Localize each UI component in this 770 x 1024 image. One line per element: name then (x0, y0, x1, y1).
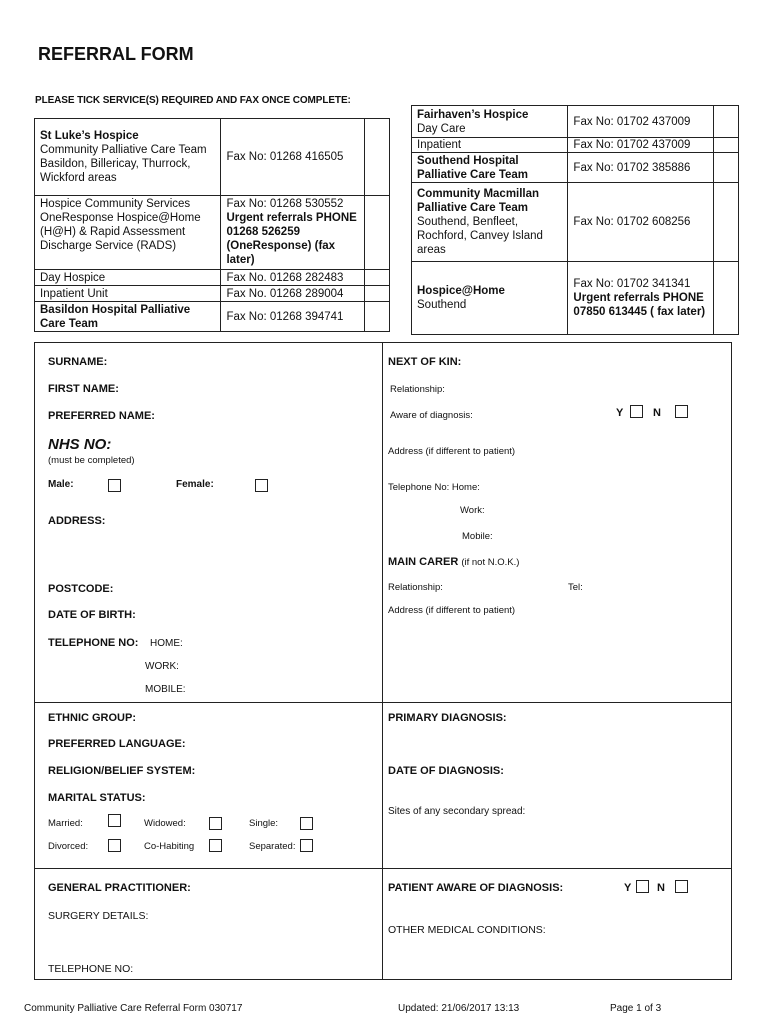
fairhaven-inpatient-tick[interactable] (713, 138, 738, 153)
day-hospice-name: Day Hospice (35, 270, 221, 286)
postcode-label[interactable]: POSTCODE: (48, 583, 114, 595)
macmillan-name: Community Macmillan Palliative Care Team (417, 188, 540, 214)
telephone-label: TELEPHONE NO: (48, 637, 139, 649)
patient-aware-label: PATIENT AWARE OF DIAGNOSIS: (388, 882, 564, 894)
basildon-fax: Fax No: 01268 394741 (221, 302, 365, 332)
nhs-no-label[interactable]: NHS NO: (48, 436, 112, 453)
inpatient-unit-fax: Fax No. 01268 289004 (221, 286, 365, 302)
cohabiting-checkbox[interactable] (209, 839, 222, 852)
dob-label[interactable]: DATE OF BIRTH: (48, 609, 136, 621)
ethnic-group-label[interactable]: ETHNIC GROUP: (48, 712, 136, 724)
hah-tick[interactable] (713, 262, 738, 335)
st-lukes-team: Community Palliative Care Team (40, 144, 207, 156)
single-checkbox[interactable] (300, 817, 313, 830)
mobile-phone-label[interactable]: MOBILE: (145, 684, 186, 695)
services-table-right (411, 105, 739, 335)
fairhaven-daycare-tick[interactable] (713, 106, 738, 138)
nhs-note: (must be completed) (48, 455, 135, 466)
divorced-label: Divorced: (48, 841, 89, 852)
rads-tick[interactable] (365, 196, 390, 270)
st-lukes-areas: Basildon, Billericay, Thurrock, Wickford areas (40, 158, 191, 184)
married-checkbox[interactable] (108, 814, 121, 827)
macmillan-fax: Fax No: 01702 608256 (568, 183, 713, 262)
inpatient-unit-name: Inpatient Unit (35, 286, 221, 302)
day-hospice-fax: Fax No. 01268 282483 (221, 270, 365, 286)
preferred-name-label[interactable]: PREFERRED NAME: (48, 410, 155, 422)
macmillan-areas: Southend, Benfleet, Rochford, Canvey Island areas (417, 216, 543, 256)
address-label[interactable]: ADDRESS: (48, 515, 106, 527)
st-lukes-fax: Fax No: 01268 416505 (221, 119, 365, 196)
carer-address-label[interactable]: Address (if different to patient) (388, 605, 516, 616)
patient-aware-yes-label: Y (624, 882, 632, 894)
fairhaven-name: Fairhaven’s Hospice (417, 108, 529, 121)
nok-mobile-phone-label[interactable]: Mobile: (462, 531, 493, 542)
married-label: Married: (48, 818, 83, 829)
language-label[interactable]: PREFERRED LANGUAGE: (48, 738, 186, 750)
macmillan-tick[interactable] (713, 183, 738, 262)
form-column-divider (382, 342, 383, 980)
fairhaven-daycare: Day Care (417, 122, 466, 135)
rads-name: Hospice Community Services OneResponse Hospice@Home (H@H) & Rapid Assessment Discharge Service (RADS) (35, 196, 221, 270)
secondary-spread-label[interactable]: Sites of any secondary spread: (388, 806, 526, 817)
cohabiting-label: Co-Habiting (144, 841, 195, 852)
basildon-name: Basildon Hospital Palliative Care Team (35, 302, 221, 332)
form-divider-2 (34, 868, 732, 869)
rads-fax: Fax No: 01268 530552 (226, 198, 344, 210)
basildon-tick[interactable] (365, 302, 390, 332)
marital-status-label: MARITAL STATUS: (48, 792, 146, 804)
single-label: Single: (249, 818, 279, 829)
separated-label: Separated: (249, 841, 296, 852)
home-phone-label[interactable]: HOME: (150, 638, 183, 649)
instruction-text: PLEASE TICK SERVICE(S) REQUIRED AND FAX ONCE COMPLETE: (35, 95, 351, 106)
southend-name: Southend Hospital Palliative Care Team (412, 153, 568, 183)
patient-aware-no-label: N (657, 882, 665, 894)
hah-fax: Fax No: 01702 341341 (573, 278, 691, 290)
hah-area: Southend (417, 299, 467, 311)
nok-title: NEXT OF KIN: (388, 356, 462, 368)
first-name-label[interactable]: FIRST NAME: (48, 383, 119, 395)
footer-form-name: Community Palliative Care Referral Form 030717 (24, 1003, 243, 1014)
services-table-left (34, 118, 390, 332)
male-checkbox[interactable] (108, 479, 121, 492)
female-label: Female: (176, 479, 214, 490)
carer-tel-label[interactable]: Tel: (568, 582, 583, 593)
footer-updated: Updated: 21/06/2017 13:13 (398, 1003, 520, 1014)
separated-checkbox[interactable] (300, 839, 313, 852)
patient-aware-yes-checkbox[interactable] (636, 880, 649, 893)
st-lukes-name: St Luke’s Hospice (40, 130, 139, 142)
southend-fax: Fax No: 01702 385886 (568, 153, 713, 183)
gp-label[interactable]: GENERAL PRACTITIONER: (48, 882, 191, 894)
nok-address-label[interactable]: Address (if different to patient) (388, 446, 516, 457)
divorced-checkbox[interactable] (108, 839, 121, 852)
main-carer-note: (if not N.O.K.) (461, 557, 520, 568)
carer-relationship-label[interactable]: Relationship: (388, 582, 443, 593)
male-label: Male: (48, 479, 74, 490)
rads-urgent: Urgent referrals PHONE 01268 526259 (OneResponse) (fax later) (226, 212, 357, 266)
fairhaven-daycare-fax: Fax No: 01702 437009 (568, 106, 713, 138)
surname-label[interactable]: SURNAME: (48, 356, 108, 368)
nok-aware-no-checkbox[interactable] (675, 405, 688, 418)
nok-relationship-label[interactable]: Relationship: (390, 384, 445, 395)
form-divider-1 (34, 702, 732, 703)
st-lukes-tick[interactable] (365, 119, 390, 196)
work-phone-label[interactable]: WORK: (145, 661, 179, 672)
southend-tick[interactable] (713, 153, 738, 183)
other-conditions-label[interactable]: OTHER MEDICAL CONDITIONS: (388, 924, 546, 936)
gp-telephone-label[interactable]: TELEPHONE NO: (48, 963, 134, 975)
hah-name: Hospice@Home (417, 285, 505, 297)
religion-label[interactable]: RELIGION/BELIEF SYSTEM: (48, 765, 196, 777)
nok-home-phone-label[interactable]: Telephone No: Home: (388, 482, 480, 493)
nok-aware-no-label: N (653, 407, 661, 419)
patient-aware-no-checkbox[interactable] (675, 880, 688, 893)
inpatient-unit-tick[interactable] (365, 286, 390, 302)
nok-work-phone-label[interactable]: Work: (460, 505, 485, 516)
widowed-label: Widowed: (144, 818, 186, 829)
female-checkbox[interactable] (255, 479, 268, 492)
day-hospice-tick[interactable] (365, 270, 390, 286)
date-of-diagnosis-label[interactable]: DATE OF DIAGNOSIS: (388, 765, 504, 777)
nok-aware-yes-label: Y (616, 407, 624, 419)
nok-aware-yes-checkbox[interactable] (630, 405, 643, 418)
form-title: REFERRAL FORM (38, 44, 194, 64)
main-carer-title: MAIN CARER (388, 556, 459, 568)
widowed-checkbox[interactable] (209, 817, 222, 830)
footer-page: Page 1 of 3 (610, 1003, 662, 1014)
surgery-details-label[interactable]: SURGERY DETAILS: (48, 910, 149, 922)
nok-aware-label: Aware of diagnosis: (390, 410, 473, 421)
fairhaven-inpatient: Inpatient (412, 138, 568, 153)
primary-diagnosis-label[interactable]: PRIMARY DIAGNOSIS: (388, 712, 507, 724)
fairhaven-inpatient-fax: Fax No: 01702 437009 (568, 138, 713, 153)
hah-urgent: Urgent referrals PHONE 07850 613445 ( fax later) (573, 292, 706, 318)
